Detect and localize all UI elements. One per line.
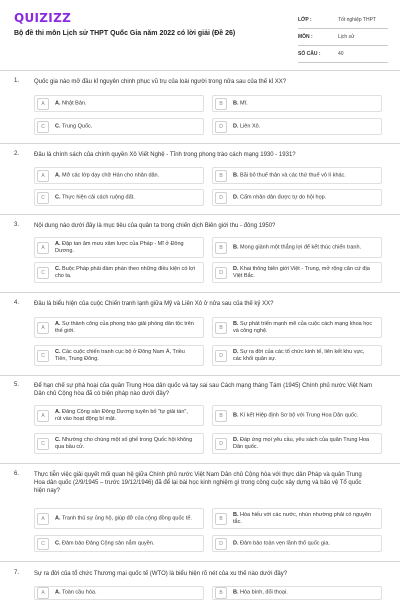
option-text: Kí kết Hiệp định Sơ bộ với Trung Hoa Dân quốc. xyxy=(240,412,359,418)
answer-option-b[interactable] xyxy=(212,237,382,258)
option-key: A. xyxy=(55,589,61,596)
option-key: A. xyxy=(55,408,61,415)
option-letter: D xyxy=(215,267,227,279)
header-divider xyxy=(0,70,400,71)
answer-option-b[interactable] xyxy=(212,508,382,529)
option-key: A. xyxy=(55,240,61,247)
question-divider xyxy=(0,561,400,562)
option-key: B. xyxy=(233,100,239,106)
answer-option-b[interactable] xyxy=(212,586,382,600)
worksheet-meta xyxy=(298,12,388,63)
option-key: B. xyxy=(233,589,239,596)
option-key: A. xyxy=(55,172,61,178)
answer-option-c[interactable] xyxy=(34,118,204,135)
option-text: Hòa bình, đối thoại. xyxy=(240,589,288,596)
meta-label: SỐ CÂU : xyxy=(298,51,321,57)
question-text: Để hạn chế sự phá hoại của quân Trung Hoa dân quốc và tay sai sau Cách mạng tháng Tám (1945) Chính phủ nước Việt Nam Dân chủ Cộng hòa đã có biện pháp nào dưới đây? xyxy=(34,383,372,397)
question-number: 6. xyxy=(14,471,20,477)
option-letter: C xyxy=(37,192,49,204)
answer-option-c[interactable] xyxy=(34,535,204,552)
option-text: Đảm bảo toàn vẹn lãnh thổ quốc gia. xyxy=(240,540,330,546)
answer-option-d[interactable] xyxy=(212,189,382,206)
option-letter: B xyxy=(215,242,227,254)
option-letter: B xyxy=(215,513,227,525)
option-key: D. xyxy=(233,540,239,546)
option-letter: D xyxy=(215,538,227,550)
document-title: Bộ đề thi môn Lịch sử THPT Quốc Gia năm 2022 có lời giải (Đề 26) xyxy=(14,30,236,37)
option-letter: C xyxy=(37,267,49,279)
answer-option-a[interactable] xyxy=(34,167,204,184)
answer-option-d[interactable] xyxy=(212,262,382,283)
meta-row-count xyxy=(298,46,388,63)
meta-value: Lịch sử xyxy=(338,34,355,40)
option-text: Cấm nhân dân được tự do hội họp. xyxy=(240,194,327,200)
answer-option-c[interactable] xyxy=(34,189,204,206)
option-key: D. xyxy=(233,123,239,129)
meta-row-subject xyxy=(298,29,388,46)
option-letter: D xyxy=(215,438,227,450)
option-text: Đảng Cộng sản Đông Dương tuyên bố "tự giải tán", rút vào hoạt động bí mật. xyxy=(55,408,188,422)
option-text: Toàn cầu hóa. xyxy=(61,589,97,596)
option-text: Đập tan âm mưu xâm lược của Pháp - Mĩ ở Đông Dương. xyxy=(55,240,184,254)
option-text: Khai thông biên giới Việt - Trung, mở rộng căn cứ địa Việt Bắc. xyxy=(233,265,370,279)
option-text: Nhường cho chúng một số ghế trong Quốc hội không qua bầu cử. xyxy=(55,436,193,450)
answer-option-b[interactable] xyxy=(212,95,382,112)
answer-option-c[interactable] xyxy=(34,433,204,454)
option-letter: A xyxy=(37,170,49,182)
option-text: Sự thành công của phong trào giải phóng dân tộc trên thế giới. xyxy=(55,320,194,334)
answer-option-c[interactable] xyxy=(34,262,204,283)
option-key: B. xyxy=(233,412,239,418)
answer-option-d[interactable] xyxy=(212,345,382,366)
option-text: Mĩ. xyxy=(240,100,248,106)
option-key: B. xyxy=(233,172,239,178)
worksheet-header xyxy=(0,0,400,64)
option-key: B. xyxy=(233,320,239,327)
option-letter: B xyxy=(215,170,227,182)
question-divider xyxy=(0,143,400,144)
option-key: A. xyxy=(55,515,61,521)
option-key: C. xyxy=(55,436,61,443)
option-key: B. xyxy=(233,511,239,518)
answer-option-a[interactable] xyxy=(34,317,204,338)
option-letter: B xyxy=(215,587,227,599)
option-key: D. xyxy=(233,265,239,272)
option-key: B. xyxy=(233,244,239,250)
option-key: C. xyxy=(55,194,61,200)
option-text: Nhật Bản. xyxy=(62,100,87,106)
option-letter: B xyxy=(215,98,227,110)
answer-option-a[interactable] xyxy=(34,405,204,426)
answer-option-d[interactable] xyxy=(212,535,382,552)
answer-option-a[interactable] xyxy=(34,508,204,529)
question-divider xyxy=(0,463,400,464)
option-text: Mở các lớp dạy chữ Hán cho nhân dân. xyxy=(62,172,160,178)
answer-option-a[interactable] xyxy=(34,95,204,112)
answer-option-b[interactable] xyxy=(212,317,382,338)
option-text: Tranh thủ sự ủng hộ, giúp đỡ của cộng đồng quốc tế. xyxy=(61,515,192,521)
option-key: C. xyxy=(55,265,61,272)
meta-label: LỚP : xyxy=(298,17,312,23)
answer-option-d[interactable] xyxy=(212,118,382,135)
question-number: 5. xyxy=(14,382,20,388)
question-divider xyxy=(0,375,400,376)
option-text: Các cuộc chiến tranh cục bộ ở Đông Nam Á, Triều Tiên, Trung Đông. xyxy=(55,348,185,362)
option-letter: A xyxy=(37,513,49,525)
question-text: Quốc gia nào mở đầu kỉ nguyên chinh phục vũ trụ của loài người trong nửa sau của thế kỉ XX? xyxy=(34,79,287,85)
option-key: C. xyxy=(55,348,61,355)
question-text: Thực tiễn việc giải quyết mối quan hệ giữa Chính phủ nước Việt Nam Dân chủ Cộng hòa với thực dân Pháp và quân Trung Hoa dân quốc (2/9/1945 – trước 19/12/1946) đã để lại bài học kinh nghiệm gì trong công cuộc xây dựng và bảo vệ Tổ quốc hiện nay? xyxy=(34,472,362,494)
question-divider xyxy=(0,214,400,215)
quizizz-logo: QUIZIZZ xyxy=(14,11,72,25)
question-number: 3. xyxy=(14,222,20,228)
meta-value: Tốt nghiệp THPT xyxy=(338,17,376,23)
option-text: Liên Xô. xyxy=(240,123,261,129)
option-text: Sự phát triển mạnh mẽ của cuộc cách mạng khoa học và công nghệ. xyxy=(233,320,373,334)
answer-option-b[interactable] xyxy=(212,167,382,184)
option-text: Bãi bỏ thuế thân và các thứ thuế vô lí khác. xyxy=(240,172,346,178)
option-key: A. xyxy=(55,100,61,106)
question-number: 4. xyxy=(14,300,20,306)
question-text: Đâu là biểu hiện của cuộc Chiến tranh lạnh giữa Mỹ và Liên Xô ở nửa sau của thế kỷ XX? xyxy=(34,301,274,307)
option-key: D. xyxy=(233,348,239,355)
option-letter: C xyxy=(37,438,49,450)
option-letter: A xyxy=(37,242,49,254)
question-number: 1. xyxy=(14,78,20,84)
option-letter: A xyxy=(37,410,49,422)
answer-option-b[interactable] xyxy=(212,405,382,426)
question-number: 7. xyxy=(14,570,20,576)
option-letter: C xyxy=(37,350,49,362)
answer-option-a[interactable] xyxy=(34,586,204,600)
option-letter: C xyxy=(37,538,49,550)
question-divider xyxy=(0,292,400,293)
option-text: Sự ra đời của các tổ chức kinh tế, liên kết khu vực, các khối quân sự. xyxy=(233,348,365,362)
option-letter: A xyxy=(37,587,49,599)
option-letter: A xyxy=(37,98,49,110)
question-text: Nội dung nào dưới đây là mục tiêu của quân ta trong chiến dịch Biên giới thu - đông 1950? xyxy=(34,223,276,229)
option-text: Thực hiện cải cách ruộng đất. xyxy=(61,194,135,200)
option-text: Trung Quốc. xyxy=(61,123,93,129)
option-letter: C xyxy=(37,121,49,133)
option-text: Đáp ứng mọi yêu cầu, yêu sách của quân Trung Hoa Dân quốc. xyxy=(233,436,370,450)
option-key: D. xyxy=(233,436,239,443)
option-letter: B xyxy=(215,410,227,422)
meta-row-class xyxy=(298,12,388,29)
option-key: D. xyxy=(233,194,239,200)
question-text: Đâu là chính sách của chính quyền Xô Viết Nghệ - Tĩnh trong phong trào cách mạng 1930 - 1931? xyxy=(34,152,296,158)
answer-option-d[interactable] xyxy=(212,433,382,454)
option-key: C. xyxy=(55,123,61,129)
option-key: C. xyxy=(55,540,61,546)
option-key: A. xyxy=(55,320,61,327)
answer-option-c[interactable] xyxy=(34,345,204,366)
meta-value: 40 xyxy=(338,51,344,57)
option-letter: B xyxy=(215,322,227,334)
option-letter: D xyxy=(215,350,227,362)
option-text: Buộc Pháp phải đàm phán theo những điều kiện có lợi cho ta. xyxy=(55,265,195,279)
answer-option-a[interactable] xyxy=(34,237,204,258)
option-letter: A xyxy=(37,322,49,334)
question-number: 2. xyxy=(14,151,20,157)
question-text: Sự ra đời của tổ chức Thương mại quốc tế (WTO) là biểu hiện rõ nét của xu thế nào dưới đây? xyxy=(34,571,288,577)
meta-label: MÔN : xyxy=(298,34,313,40)
option-text: Hòa hiếu với các nước, nhún nhường phải có nguyên tắc. xyxy=(233,511,372,525)
option-text: Đảm bảo Đảng Cộng sản nắm quyền. xyxy=(62,540,155,546)
option-text: Mong giành một thắng lợi để kết thúc chiến tranh. xyxy=(240,244,362,250)
option-letter: D xyxy=(215,192,227,204)
option-letter: D xyxy=(215,121,227,133)
